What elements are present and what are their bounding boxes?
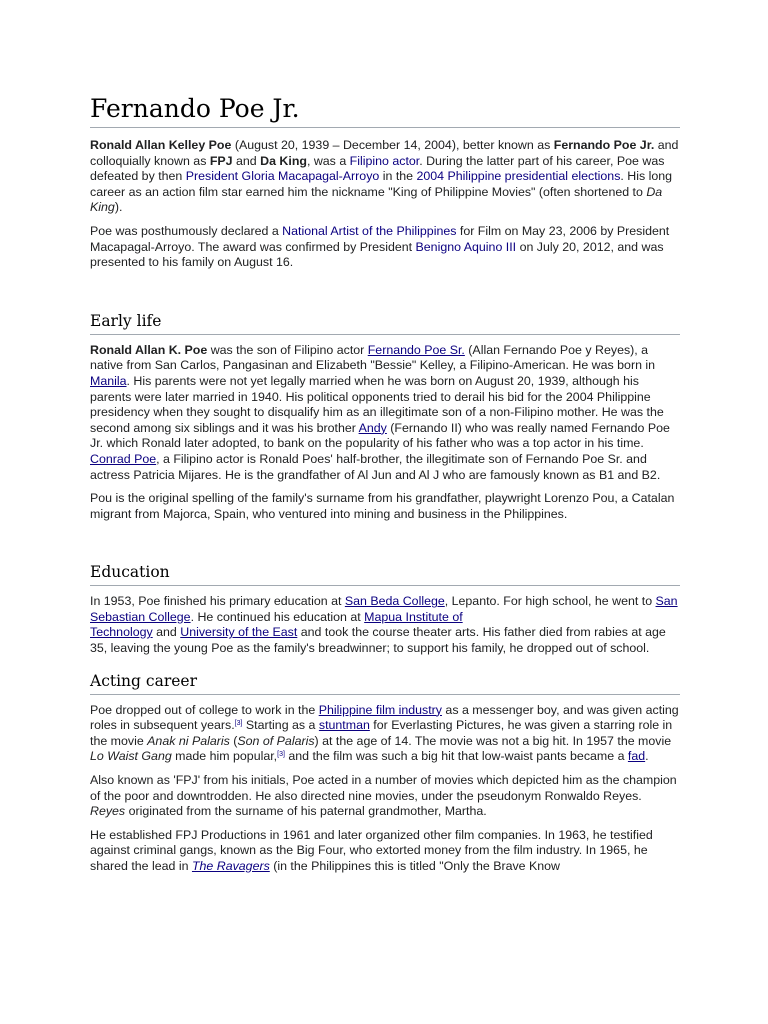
section-heading-early-life: Early life (90, 311, 680, 335)
link-benigno-aquino[interactable]: Benigno Aquino III (415, 239, 517, 254)
text: and colloquially known as (90, 138, 679, 168)
text: ( (229, 733, 238, 748)
text: , a Filipino actor is Ronald Poes' half-brother, the illegitimate son of Fernando Poe Sr. and actress Patricia Mijares. He is the grandfather of Al Jun and Al J who are famously known as B1 and B2. (90, 451, 661, 482)
acting-paragraph-3 (90, 828, 680, 875)
link-mapua-institute-cont[interactable]: Technology (90, 625, 153, 640)
text: and (232, 153, 261, 168)
text: (Allan Fernando Poe y Reyes), a native from San Carlos, Pangasinan and Elizabeth "Bessie" Kelley, a Filipino-American. He was born in (90, 342, 656, 373)
text: . (645, 749, 649, 764)
link-2004-elections[interactable]: 2004 Philippine presidential elections (416, 169, 621, 184)
text: Poe was posthumously declared a (90, 223, 283, 238)
text: originated from the surname of his paternal grandmother, Martha. (125, 804, 487, 819)
text: (August 20, 1939 – December 14, 2004), better known as (231, 138, 554, 152)
link-stuntman[interactable]: stuntman (318, 718, 370, 733)
bold-name: Ronald Allan K. Poe (90, 342, 208, 357)
education-paragraph-1 (90, 594, 680, 656)
link-university-of-the-east[interactable]: University of the East (180, 625, 298, 640)
text: for Everlasting Pictures, he was given a starring role in the movie (90, 718, 673, 748)
text: and the film was such a big hit that low-waist pants became a (284, 749, 628, 764)
citation-3[interactable]: [3] (234, 720, 243, 728)
link-san-sebastian-college[interactable]: San Sebastian College (90, 594, 678, 624)
text: in the (379, 169, 417, 184)
text: Poe dropped out of college to work in the (90, 702, 319, 717)
section-heading-education: Education (90, 562, 680, 586)
bold-name: FPJ (209, 153, 233, 168)
text: Starting as a (242, 718, 319, 733)
section-heading-acting-career: Acting career (90, 671, 680, 695)
text: . His parents were not yet legally married when he was born on August 20, 1939, although his parents were later married in 1940. His political opponents tried to derail his bid for the 2004 Philippine presidency when they sought to disqualify him as an illegitimate son of a non-Filipino mother. He was the second among six siblings and it was his brother (90, 373, 664, 435)
text: . He continued his education at (190, 609, 365, 624)
text: ) at the age of 14. The movie was not a big hit. In 1957 the movie (314, 733, 672, 748)
bold-name: Fernando Poe Jr. (553, 138, 655, 152)
link-gloria-macapagal-arroyo[interactable]: President Gloria Macapagal-Arroyo (185, 169, 380, 184)
bold-name: Da King (260, 153, 307, 168)
link-philippine-film-industry[interactable]: Philippine film industry (318, 702, 442, 717)
text: (Fernando II) who was really named Fernando Poe Jr. which Ronald later adopted, to bank on the popularity of his father who was a top actor in his time. (90, 420, 670, 451)
bold-name: Ronald Allan Kelley Poe (90, 138, 232, 152)
link-the-ravagers[interactable] (192, 859, 270, 873)
early-life-paragraph-1 (90, 343, 680, 483)
italic-text: Lo Waist Gang (90, 749, 172, 764)
italic-text: Da King (90, 184, 663, 215)
link-mapua-institute[interactable]: Mapua Institute of (364, 609, 463, 624)
text: . His long career as an action film star earned him the nickname "King of Philippine Movies" (often shortened to (90, 169, 673, 199)
text: , was a (306, 153, 350, 168)
page-title: Fernando Poe Jr. (90, 94, 680, 128)
link-conrad-poe[interactable]: Conrad Poe (90, 451, 157, 466)
link-fad[interactable]: fad (627, 749, 646, 764)
intro-paragraph-1 (90, 138, 680, 216)
text: . During the latter part of his career, Poe was defeated by then (90, 153, 665, 184)
citation-3[interactable]: [3] (277, 751, 285, 759)
text: (in the Philippines this is titled "Only the Brave Know (269, 859, 560, 873)
text: , Lepanto. For high school, he went to (444, 594, 656, 609)
text: and (152, 625, 181, 640)
text: for Film on May 23, 2006 by President Macapagal-Arroyo. The award was confirmed by President (90, 223, 670, 254)
text: and took the course theater arts. His father died from rabies at age 35, leaving the young Poe as the family's breadwinner; to support his family, he dropped out of school. (90, 625, 666, 656)
link-san-beda-college[interactable]: San Beda College (344, 594, 445, 609)
text: Also known as 'FPJ' from his initials, Poe acted in a number of movies which depicted him as the champion of the poor and downtrodden. He also directed nine movies, under the pseudonym Ronwaldo Reyes. (90, 773, 677, 803)
article (90, 0, 680, 875)
text: as a messenger boy, and was given acting roles in subsequent years. (90, 702, 679, 733)
text: In 1953, Poe finished his primary education at (90, 594, 345, 609)
link-national-artist[interactable]: National Artist of the Philippines (282, 223, 457, 238)
acting-paragraph-2 (90, 773, 680, 820)
text: on July 20, 2012, and was presented to his family on August 16. (90, 239, 664, 270)
text: ). (114, 200, 123, 215)
link-fernando-poe-sr[interactable]: Fernando Poe Sr. (367, 342, 465, 357)
early-life-paragraph-2: Pou is the original spelling of the family's surname from his grandfather, playwright Lorenzo Pou, a Catalan migrant from Majorca, Spain, who ventured into mining and business in the Philippines. (90, 491, 675, 521)
link-manila[interactable]: Manila (90, 373, 127, 388)
text: was the son of Filipino actor (207, 342, 368, 357)
acting-paragraph-1 (90, 703, 680, 765)
italic-text: Anak ni Palaris (147, 733, 230, 748)
italic-text: Reyes (90, 804, 126, 819)
italic-link-text: The Ravagers (191, 859, 270, 873)
intro-paragraph-2 (90, 224, 680, 271)
link-andy[interactable]: Andy (358, 420, 387, 435)
link-filipino-actor[interactable]: Filipino actor (349, 153, 420, 168)
text: He established FPJ Productions in 1961 and later organized other film companies. In 1963, he testified against criminal gangs, known as the Big Four, who extorted money from the film industry. In 1965, he shared the lead in (90, 827, 653, 873)
italic-text: Son of Palaris (237, 733, 315, 748)
text: made him popular, (171, 749, 278, 764)
